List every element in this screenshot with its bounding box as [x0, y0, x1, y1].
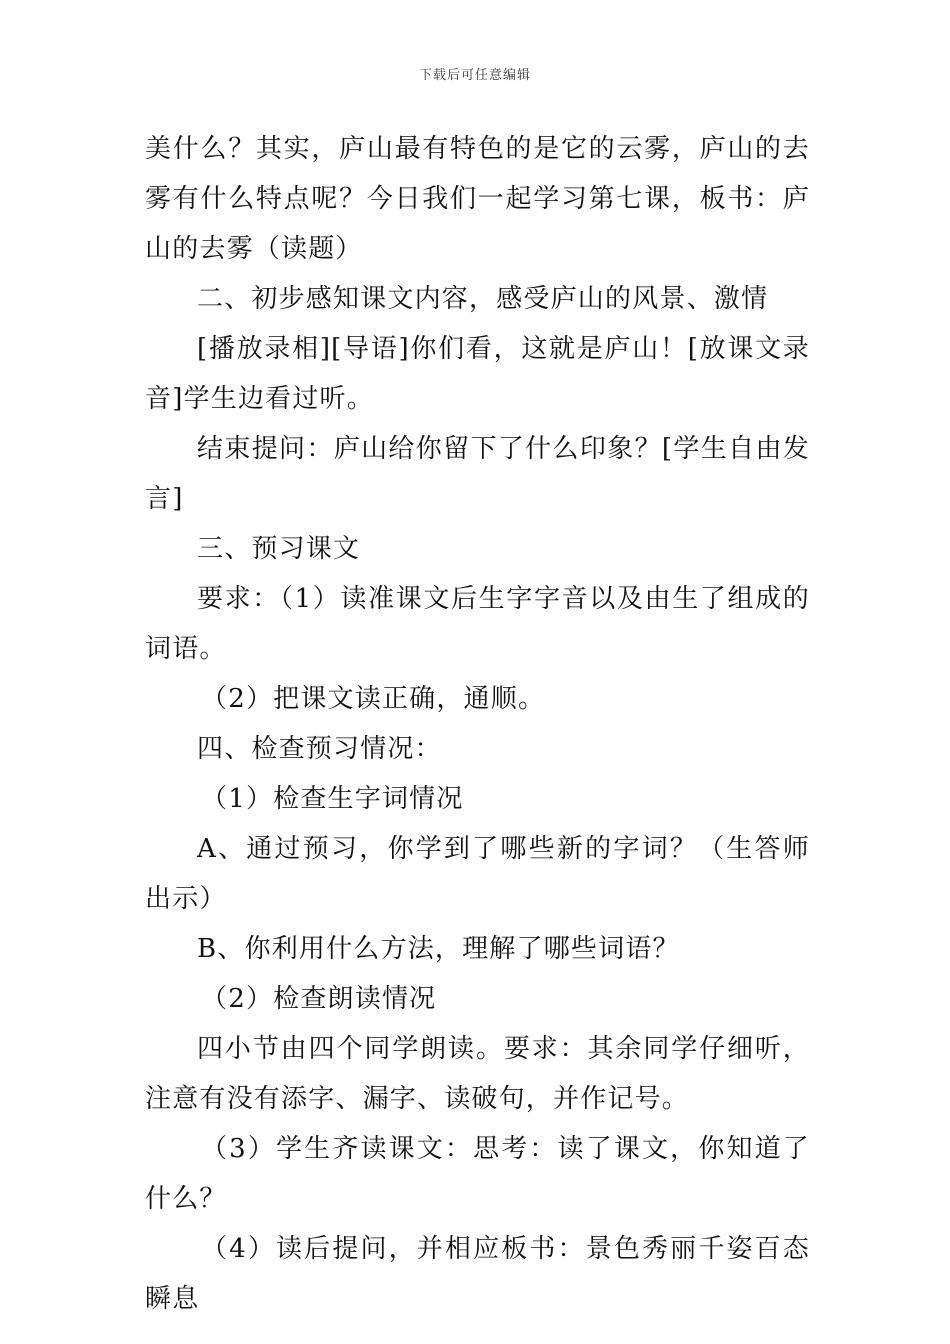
paragraph-play-video: [播放录相][导语]你们看，这就是庐山！[放课文录音]学生边看过听。 [145, 334, 810, 414]
paragraph-item-a: A、通过预习，你学到了哪些新的字词？（生答师出示） [145, 834, 810, 914]
paragraph-requirement-2: （2）把课文读正确，通顺。 [201, 684, 546, 714]
paragraph-check-reading: （2）检查朗读情况 [201, 984, 437, 1014]
section-heading-3: 三、预习课文 [197, 534, 361, 564]
paragraph-read-together: （3）学生齐读课文：思考：读了课文，你知道了什么？ [145, 1134, 810, 1214]
paragraph-requirement-1: 要求：（1）读准课文后生字字音以及由生了组成的词语。 [145, 584, 810, 664]
paragraph-check-words: （1）检查生字词情况 [201, 784, 464, 814]
section-heading-4: 四、检查预习情况： [197, 734, 442, 764]
section-heading-2: 二、初步感知课文内容，感受庐山的风景、激情 [197, 284, 769, 314]
page-header: 下载后可任意编辑 [418, 68, 531, 83]
paragraph-item-b: B、你利用什么方法，理解了哪些词语？ [197, 934, 680, 964]
paragraph-four-sections: 四小节由四个同学朗读。要求：其余同学仔细听，注意有没有添字、漏字、读破句，并作记号。 [145, 1034, 810, 1114]
paragraph-question: 结束提问：庐山给你留下了什么印象？[学生自由发言] [145, 434, 810, 514]
paragraph-ask-questions: （4）读后提问，并相应板书：景色秀丽千姿百态瞬息 [145, 1234, 810, 1314]
document-body [145, 124, 810, 1324]
paragraph-intro-continued: 美什么？其实，庐山最有特色的是它的云雾，庐山的去雾有什么特点呢？今日我们一起学习第七课，板书：庐山的去雾（读题） [145, 134, 810, 264]
